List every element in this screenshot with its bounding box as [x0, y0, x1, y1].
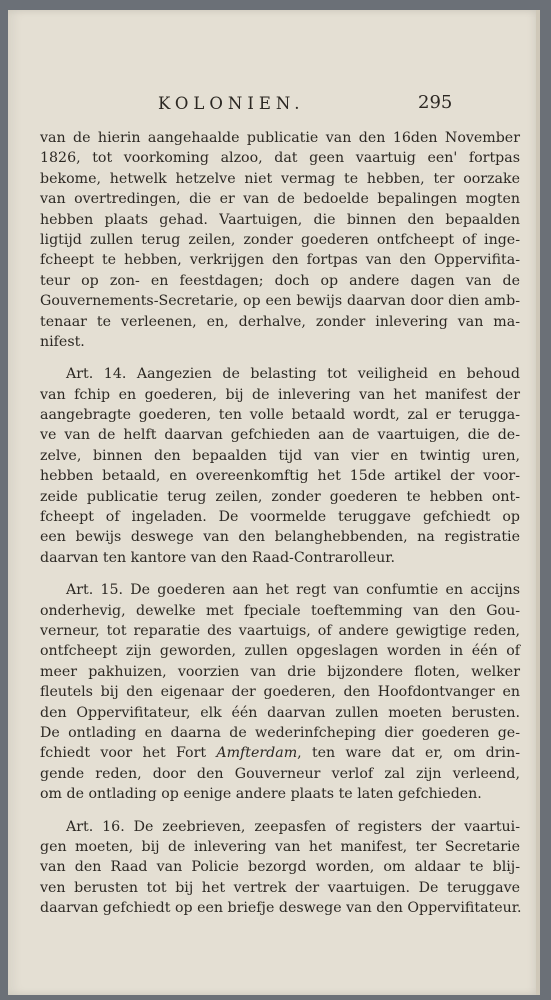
page-edge — [536, 10, 540, 995]
paragraph — [40, 128, 520, 352]
text-line: verneur, tot reparatie des vaartuigs, of andere gewigtige reden, — [40, 622, 520, 639]
text-line: ve van de helft daarvan gefchieden aan de vaartuigen, die de- — [40, 427, 520, 444]
text-line: van de hierin aangehaalde publicatie van den 16den November — [40, 130, 520, 146]
text-line: nifest. — [40, 333, 85, 350]
text-line: zeide publicatie terug zeilen, zonder goederen te hebben ont- — [40, 488, 520, 505]
book-page — [8, 10, 540, 995]
running-head: KOLONIEN. — [158, 94, 305, 113]
text-line: ven berusten tot bij het vertrek der vaartuigen. De teruggave — [40, 879, 520, 896]
text-line: Art. 15. De goederen aan het regt van confumtie en accijns — [66, 582, 520, 599]
text-line: den Oppervifitateur, elk één daarvan zullen moeten berusten. — [40, 704, 520, 721]
paragraph — [40, 364, 520, 568]
text-line: tenaar te verleenen, en, derhalve, zonder inlevering van ma- — [40, 313, 520, 330]
text-line: De ontlading en daarna de wederinfcheping dier goederen ge- — [40, 724, 520, 741]
text-line: daarvan ten kantore van den Raad-Contrarolleur. — [40, 549, 395, 566]
text-line: teur op zon- en feestdagen; doch op andere dagen van de — [40, 272, 520, 289]
page-number: 295 — [418, 92, 453, 113]
text-line: onderhevig, dewelke met fpeciale toeftemming van den Gou- — [40, 602, 520, 619]
text-line: van den Raad van Policie bezorgd worden, om aldaar te blij- — [40, 859, 520, 876]
text-line: aangebragte goederen, ten volle betaald wordt, zal er terugga- — [40, 407, 520, 424]
text-line: van overtredingen, die er van de bedoelde bepalingen mogten — [40, 191, 520, 208]
text-line: van fchip en goederen, bij de inlevering van het manifest der — [40, 386, 520, 403]
text-line: om de ontlading op eenige andere plaats te laten gefchieden. — [40, 786, 482, 803]
paragraph — [40, 580, 520, 804]
text-line: Art. 14. Aangezien de belasting tot veiligheid en behoud — [66, 366, 520, 383]
text-line: zelve, binnen den bepaalden tijd van vier en twintig uren, — [40, 447, 520, 464]
text-line: hebben plaats gehad. Vaartuigen, die binnen den bepaalden — [40, 211, 520, 228]
paragraph — [40, 817, 520, 919]
text-line: meer pakhuizen, voorzien van drie bijzondere floten, welker — [40, 663, 520, 680]
text-line: gen moeten, bij de inlevering van het manifest, ter Secretarie — [40, 838, 520, 855]
text-line: bekome, hetwelk hetzelve niet vermag te hebben, ter oorzake — [40, 170, 520, 187]
body-text — [40, 128, 520, 918]
text-line: fcheept te hebben, verkrijgen den fortpas van den Oppervifita- — [40, 252, 520, 269]
text-line: fcheept of ingeladen. De voormelde teruggave gefchiedt op — [40, 509, 520, 526]
text-line: een bewijs deswege van den belanghebbenden, na registratie — [40, 529, 520, 546]
text-line: fchiedt voor het Fort Amfterdam, ten ware dat er, om drin- — [40, 745, 520, 762]
text-line: gende reden, door den Gouverneur verlof zal zijn verleend, — [40, 765, 520, 782]
text-line: daarvan gefchiedt op een briefje deswege van den Oppervifitateur. — [40, 900, 522, 917]
page-header — [8, 94, 540, 118]
text-line: ligtijd zullen terug zeilen, zonder goederen ontfcheept of inge- — [40, 231, 520, 248]
text-line: Art. 16. De zeebrieven, zeepasfen of registers der vaartui- — [66, 818, 520, 835]
text-line: fleutels bij den eigenaar der goederen, den Hoofdontvanger en — [40, 684, 520, 701]
text-line: ontfcheept zijn geworden, zullen opgeslagen worden in één of — [40, 643, 520, 660]
text-line: Gouvernements-Secretarie, op een bewijs daarvan door dien amb- — [40, 293, 520, 310]
text-line: hebben betaald, en overeenkomftig het 15de artikel der voor- — [40, 468, 520, 485]
text-line: 1826, tot voorkoming alzoo, dat geen vaartuig een' fortpas — [40, 150, 520, 167]
